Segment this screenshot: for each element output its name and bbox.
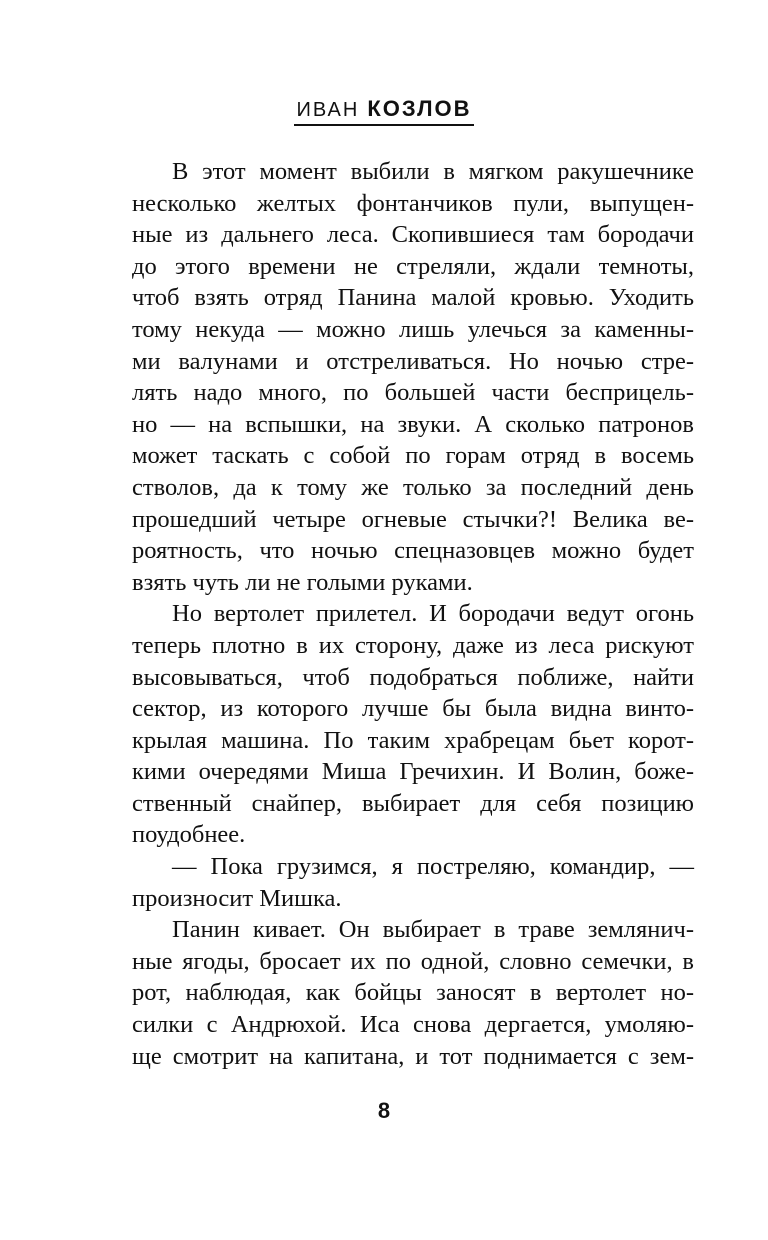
text-line: ные ягоды, бросает их по одной, словно семечки, в [132, 947, 694, 975]
text-line: — Пока грузимся, я постреляю, командир, — [172, 853, 694, 881]
text-line: до этого времени не стреляли, ждали темноты, [132, 252, 694, 280]
text-line: тому некуда — можно лишь улечься за каменны- [132, 315, 694, 343]
text-line: высовываться, чтоб подобраться поближе, найти [132, 663, 694, 691]
text-line: несколько желтых фонтанчиков пули, выпущен- [132, 189, 694, 217]
text-line: сектор, из которого лучше бы была видна винто- [132, 695, 694, 723]
paragraph [132, 598, 694, 851]
author-last-name: КОЗЛОВ [367, 96, 472, 121]
text-line: стволов, да к тому же только за последний день [132, 473, 694, 501]
text-line: крылая машина. По таким храбрецам бьет корот- [132, 726, 694, 754]
running-header [0, 96, 768, 126]
text-line: Но вертолет прилетел. И бородачи ведут огонь [172, 600, 694, 628]
text-line: роятность, что ночью спецназовцев можно будет [132, 537, 694, 565]
text-line: но — на вспышки, на звуки. А сколько патронов [132, 410, 694, 438]
text-line: ще смотрит на капитана, и тот поднимается с зем- [132, 1042, 694, 1070]
text-line: произносит Мишка. [132, 884, 342, 912]
paragraph [132, 156, 694, 598]
running-header-author [294, 96, 473, 126]
text-line: ные из дальнего леса. Скопившиеся там бородачи [132, 221, 694, 249]
text-line: поудобнее. [132, 821, 246, 849]
text-line: чтоб взять отряд Панина малой кровью. Уходить [132, 284, 694, 312]
paragraph [132, 914, 694, 1072]
text-line: кими очередями Миша Гречихин. И Волин, боже- [132, 758, 694, 786]
text-line: В этот момент выбили в мягком ракушечнике [172, 158, 694, 185]
text-line: прошедший четыре огневые стычки?! Велика ве- [132, 505, 694, 533]
author-first-name: ИВАН [296, 99, 360, 121]
text-line: может таскать с собой по горам отряд в восемь [132, 442, 694, 470]
page-number: 8 [377, 1098, 391, 1123]
body-text [132, 156, 694, 1072]
text-line: ственный снайпер, выбирает для себя позицию [132, 789, 694, 817]
text-line: ми валунами и отстреливаться. Но ночью стре- [132, 347, 694, 375]
paragraph [132, 851, 694, 914]
text-line: взять чуть ли не голыми руками. [132, 568, 473, 596]
text-line: Панин кивает. Он выбирает в траве землянич- [172, 916, 694, 944]
text-line: теперь плотно в их сторону, даже из леса рискуют [132, 631, 694, 659]
text-line: силки с Андрюхой. Иса снова дергается, умоляю- [132, 1011, 694, 1039]
text-line: рот, наблюдая, как бойцы заносят в вертолет но- [132, 979, 694, 1007]
text-line: лять надо много, по большей части бесприцель- [132, 379, 694, 407]
